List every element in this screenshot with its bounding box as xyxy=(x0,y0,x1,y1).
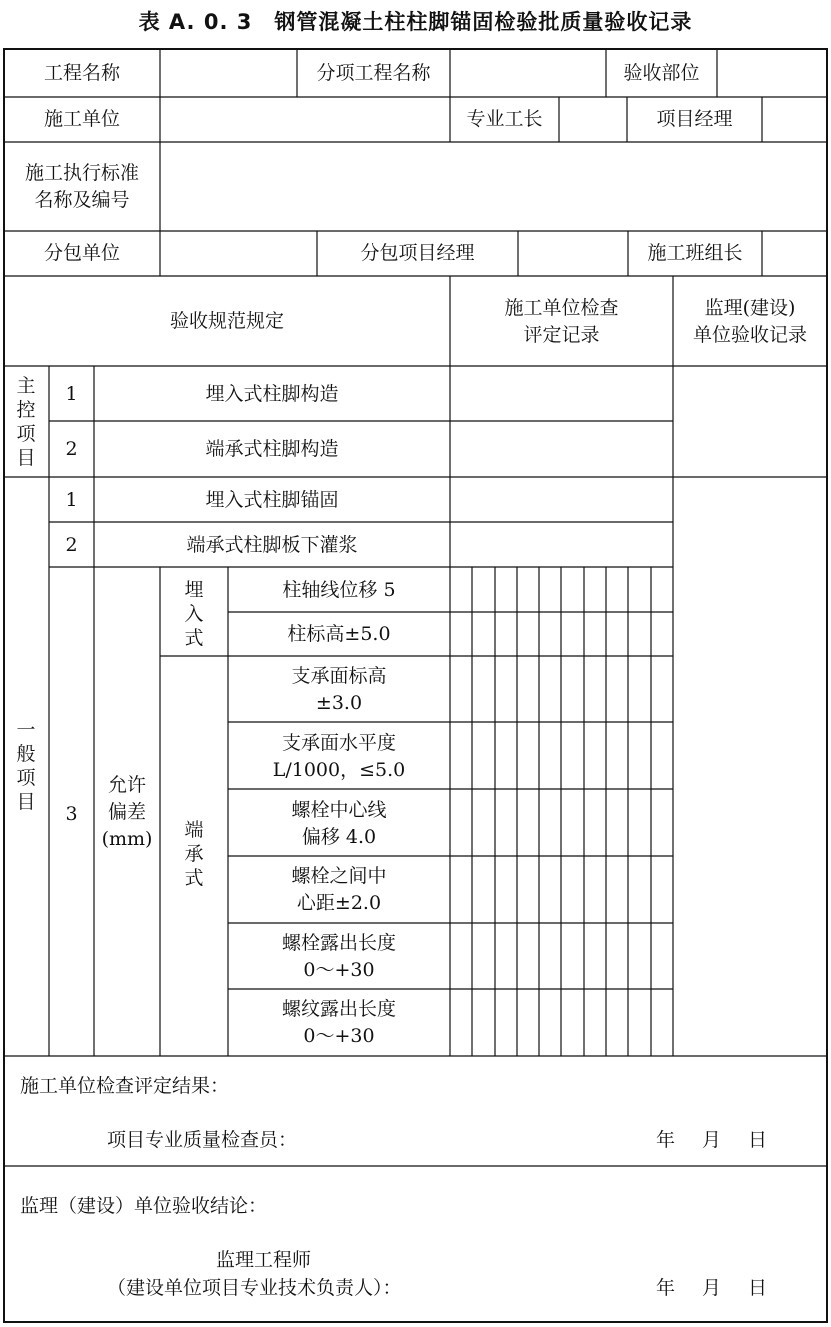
owner-tech-lead-label: （建设单位项目专业技术负责人）： xyxy=(107,1277,402,1299)
date-month: 月 xyxy=(702,1129,722,1151)
main-item-2-no: 2 xyxy=(65,438,78,460)
tolerance-row-6-line1: 螺栓之间中 xyxy=(291,865,387,887)
project-manager-label: 项目经理 xyxy=(656,108,733,130)
standard-field[interactable] xyxy=(161,143,826,230)
tolerance-row-5-line1: 螺栓中心线 xyxy=(291,799,387,821)
standard-label-line2: 名称及编号 xyxy=(34,189,130,211)
standard-label-line1: 施工执行标准 xyxy=(24,162,139,184)
supervision-engineer-label: 监理工程师 xyxy=(216,1249,312,1271)
sub-project-label: 分项工程名称 xyxy=(316,62,431,84)
main-item-2-check[interactable] xyxy=(451,422,672,476)
project-name-field[interactable] xyxy=(161,50,296,96)
general-item-3-no: 3 xyxy=(65,803,78,825)
construction-unit-label: 施工单位 xyxy=(43,108,120,130)
general-item-2-no: 2 xyxy=(65,534,78,556)
construction-check-heading-line1: 施工单位检查 xyxy=(504,297,619,319)
general-supervision[interactable] xyxy=(674,478,826,1055)
allowance-label-line3: (mm) xyxy=(101,828,153,850)
supervision-heading-line1: 监理(建设) xyxy=(704,297,796,319)
tolerance-row-5-line2: 偏移 4.0 xyxy=(301,826,377,848)
project-manager-field[interactable] xyxy=(763,98,826,141)
subcontract-pm-field[interactable] xyxy=(519,232,627,275)
tolerance-row-7-line1: 螺栓露出长度 xyxy=(281,932,396,954)
sub-project-field[interactable] xyxy=(451,50,605,96)
construction-result-area[interactable] xyxy=(5,1057,826,1165)
embedded-label: 埋入式 xyxy=(184,579,204,649)
subcontract-unit-field[interactable] xyxy=(161,232,316,275)
construction-result-label: 施工单位检查评定结果： xyxy=(20,1075,230,1097)
date-month-2: 月 xyxy=(702,1277,722,1299)
tolerance-row-8-line1: 螺纹露出长度 xyxy=(281,998,396,1020)
team-leader-label: 施工班组长 xyxy=(647,242,743,264)
general-item-2-check[interactable] xyxy=(451,523,672,566)
acceptance-part-field[interactable] xyxy=(718,50,826,96)
table-title: 钢管混凝土柱柱脚锚固检验批质量验收记录 xyxy=(274,10,693,34)
main-control-label: 主控项目 xyxy=(16,375,36,469)
main-item-2-text: 端承式柱脚构造 xyxy=(205,438,339,460)
tolerance-row-1: 柱轴线位移 5 xyxy=(282,579,396,601)
tolerance-row-3-line2: ±3.0 xyxy=(315,692,363,714)
allowance-label-line1: 允许 xyxy=(107,774,146,796)
general-label: 一般项目 xyxy=(16,719,36,813)
subcontract-unit-label: 分包单位 xyxy=(43,242,120,264)
general-item-1-text: 埋入式柱脚锚固 xyxy=(205,489,339,511)
general-item-2-text: 端承式柱脚板下灌浆 xyxy=(186,534,358,556)
date-day: 日 xyxy=(748,1129,768,1151)
supervision-conclusion-label: 监理（建设）单位验收结论： xyxy=(20,1195,268,1217)
main-item-1-no: 1 xyxy=(65,383,78,405)
construction-check-heading-line2: 评定记录 xyxy=(523,324,600,346)
tolerance-row-2: 柱标高±5.0 xyxy=(287,623,391,645)
date-year-2: 年 xyxy=(656,1277,676,1299)
foreman-label: 专业工长 xyxy=(466,108,543,130)
main-control-supervision[interactable] xyxy=(674,367,826,476)
construction-unit-field[interactable] xyxy=(161,98,449,141)
main-item-1-text: 埋入式柱脚构造 xyxy=(205,383,339,405)
tolerance-row-6-line2: 心距±2.0 xyxy=(296,892,382,914)
tolerance-row-4-line2: L/1000，≤5.0 xyxy=(272,759,406,781)
general-item-1-no: 1 xyxy=(65,489,78,511)
foreman-field[interactable] xyxy=(560,98,626,141)
team-leader-field[interactable] xyxy=(763,232,826,275)
project-name-label: 工程名称 xyxy=(43,62,120,84)
table-number: 表 A. 0. 3 xyxy=(138,10,253,34)
acceptance-part-label: 验收部位 xyxy=(623,62,700,84)
tolerance-row-8-line2: 0～+30 xyxy=(303,1025,375,1047)
main-item-1-check[interactable] xyxy=(451,367,672,420)
subcontract-pm-label: 分包项目经理 xyxy=(360,242,475,264)
end-bearing-label: 端承式 xyxy=(184,819,204,889)
supervision-conclusion-area[interactable] xyxy=(5,1167,826,1321)
allowance-label-line2: 偏差 xyxy=(107,801,146,823)
tolerance-row-4-line1: 支承面水平度 xyxy=(281,732,396,754)
general-item-1-check[interactable] xyxy=(451,478,672,521)
spec-heading: 验收规范规定 xyxy=(169,310,284,332)
date-day-2: 日 xyxy=(748,1277,768,1299)
inspector-label: 项目专业质量检查员： xyxy=(107,1129,298,1151)
supervision-heading-line2: 单位验收记录 xyxy=(692,324,807,346)
date-year: 年 xyxy=(656,1129,676,1151)
tolerance-check-grid[interactable] xyxy=(451,568,672,1055)
tolerance-row-7-line2: 0～+30 xyxy=(303,959,375,981)
tolerance-row-3-line1: 支承面标高 xyxy=(291,665,387,687)
